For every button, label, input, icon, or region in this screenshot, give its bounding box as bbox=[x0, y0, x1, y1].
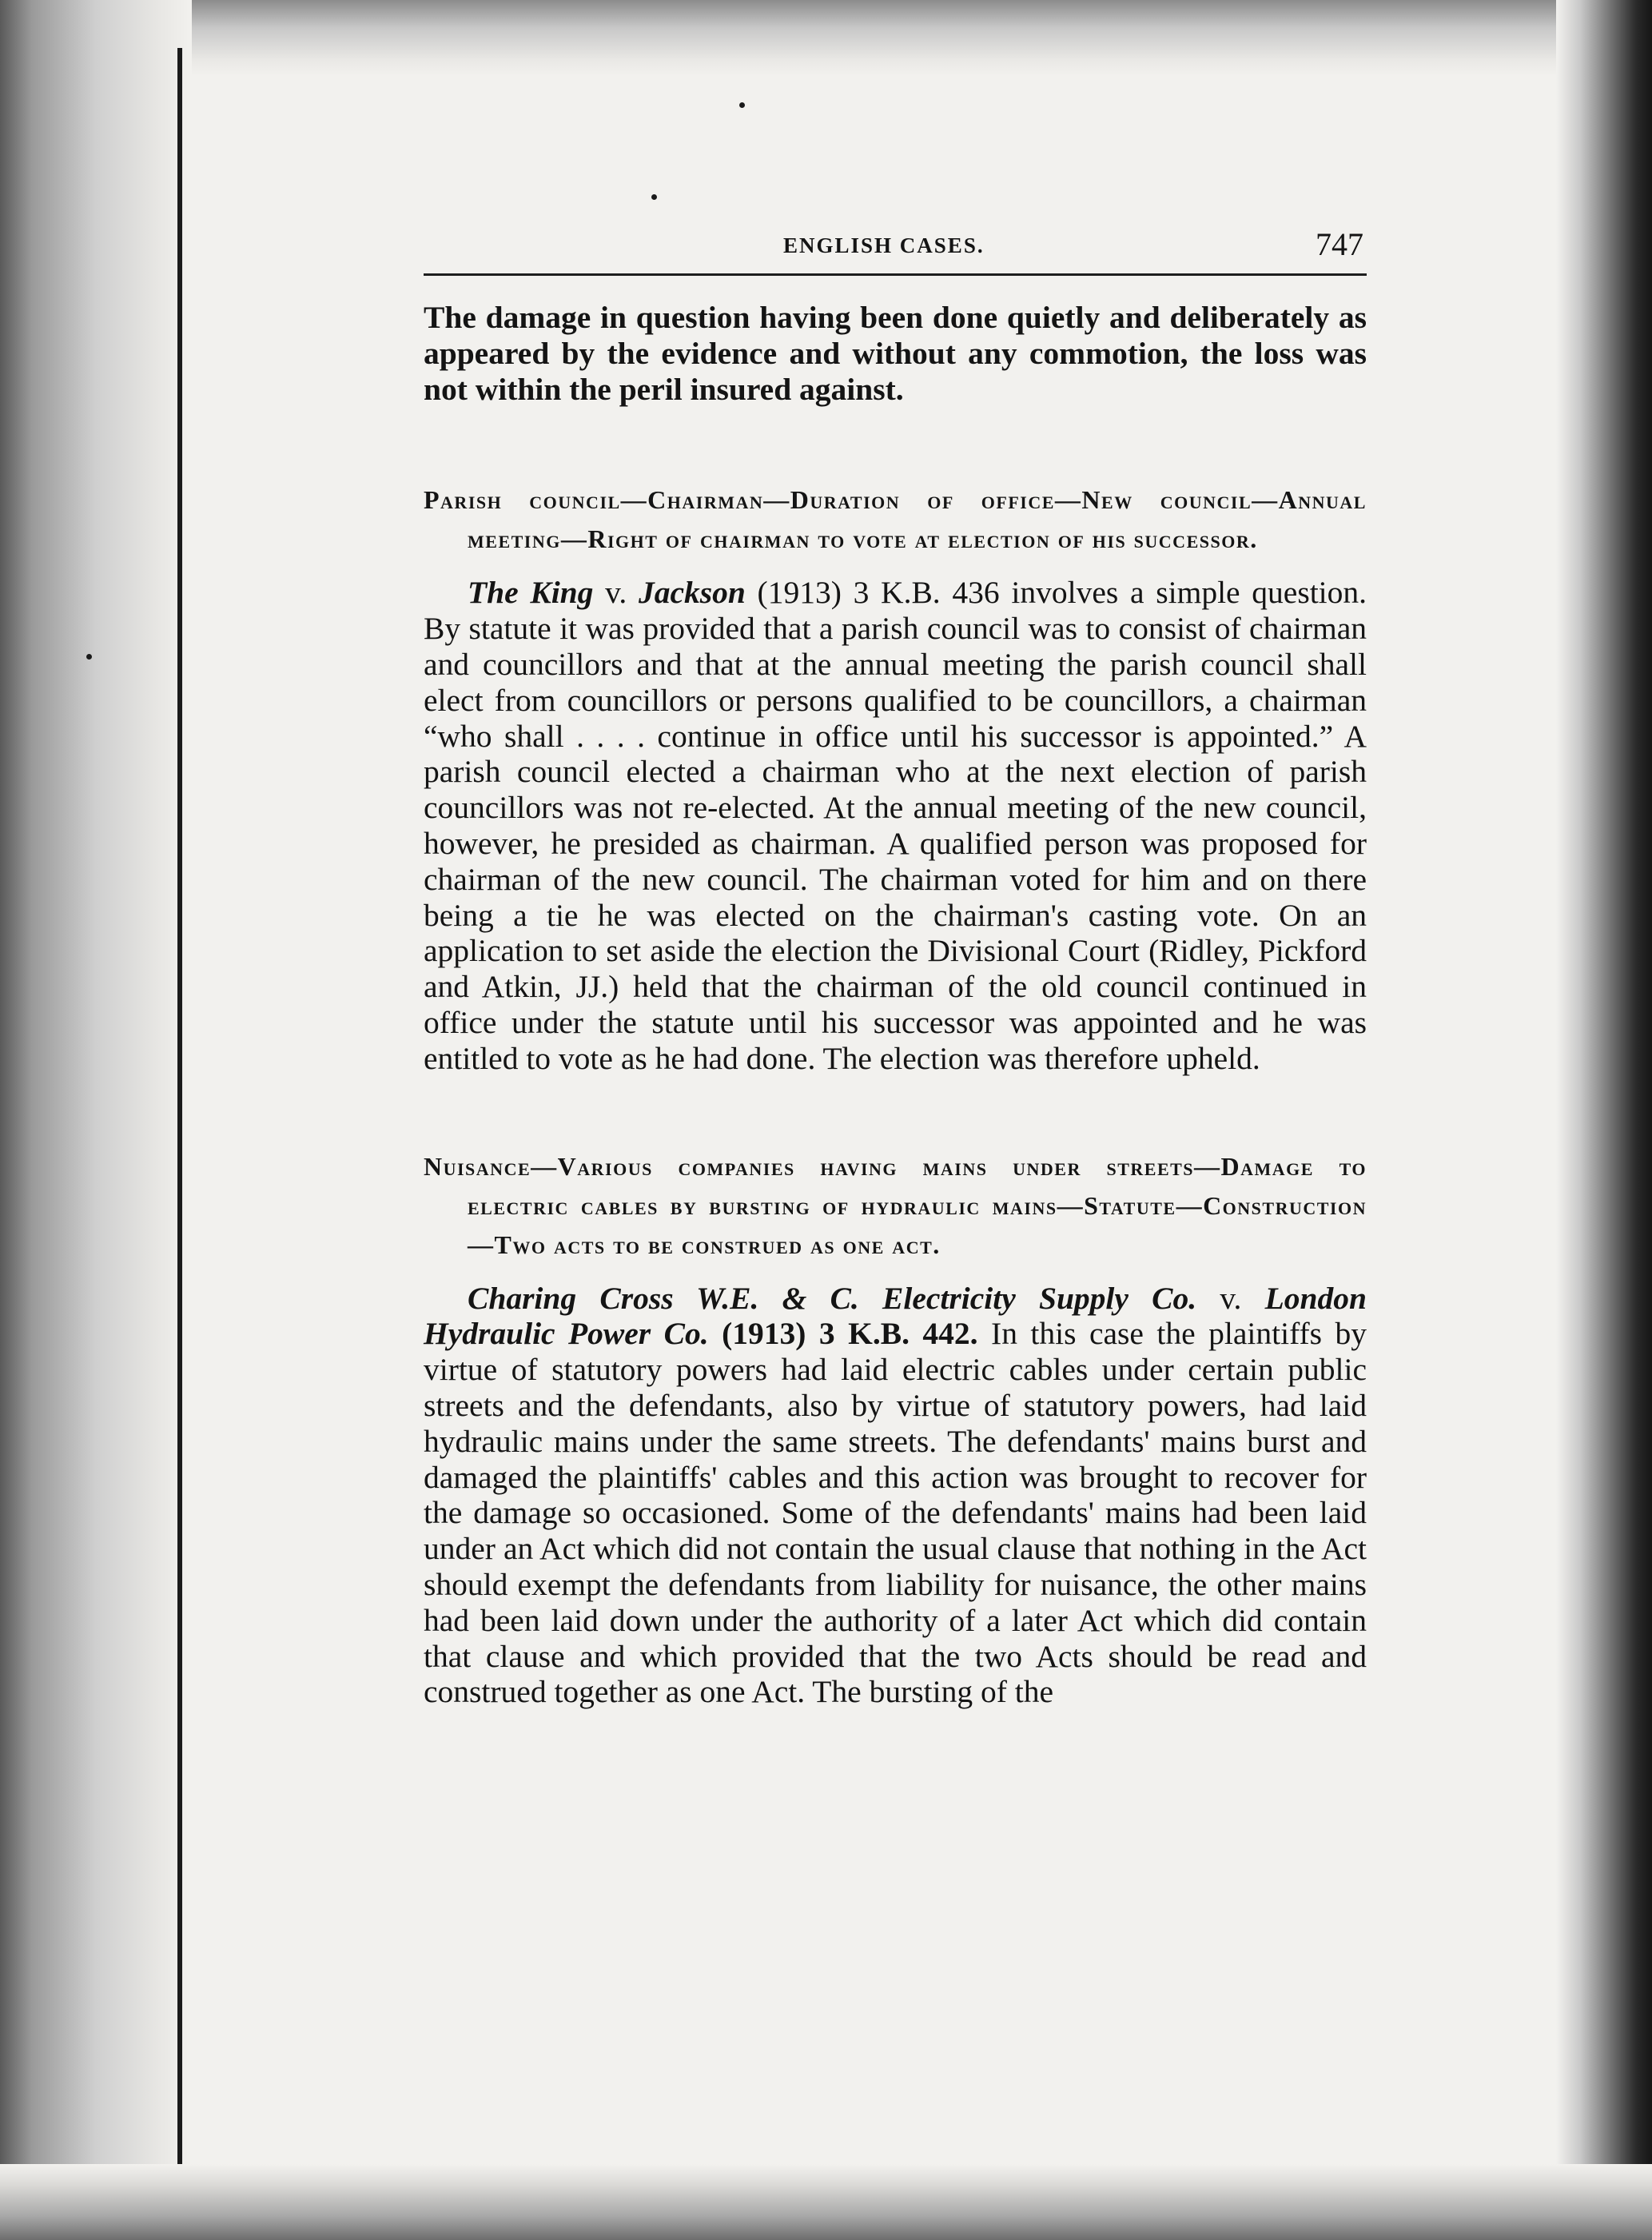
case-name: The King bbox=[468, 575, 594, 611]
scan-bottom-edge bbox=[0, 2164, 1652, 2240]
running-head bbox=[424, 225, 1367, 272]
case-body: involves a simple question. By statute it was provided that a parish council was to consist of chairman and councillors and that at the annual meeting the parish council shall elect from councillors or persons qualified to be councillors, a chairman “who shall . . . . continue in office until his successor is appointed.” A parish council elected a chairman who at the next election of parish councillors was not re-elected. At the annual meeting of the new council, however, he presided as chairman. A qualified person was proposed for chairman of the new council. The chairman voted for him and on there being a tie he was elected on the chairman's casting vote. On an application to set aside the election the Divisional Court (Ridley, Pickford and Atkin, JJ.) held that the chairman of the old council continued in office under the statute until his successor was appointed and he was entitled to vote as he had done. The election was therefore upheld. bbox=[424, 575, 1367, 1076]
case-name: Charing Cross W.E. & C. Electricity Supply Co. bbox=[468, 1280, 1197, 1316]
case-paragraph-charing-cross bbox=[424, 1281, 1367, 1711]
section-heading-parish-council: Parish council—Chairman—Duration of office—New council—Annual meeting—Right of chairman to vote at election of his successor. bbox=[424, 485, 1367, 554]
versus-label: v. bbox=[1220, 1280, 1242, 1316]
case-citation: (1913) 3 K.B. 436 bbox=[757, 575, 1000, 611]
section-heading-nuisance: Nuisance—Various companies having mains under streets—Damage to electric cables by bursting of hydraulic mains—Statute—Construction—Two acts to be construed as one act. bbox=[424, 1151, 1367, 1259]
scan-speck bbox=[651, 194, 657, 200]
respondent-name: Jackson bbox=[638, 575, 746, 611]
header-rule bbox=[424, 273, 1367, 276]
case-paragraph-king-v-jackson bbox=[424, 575, 1367, 1076]
case-citation: (1913) 3 K.B. 442. bbox=[722, 1316, 978, 1352]
scan-binding-edge bbox=[1556, 0, 1652, 2240]
page-number: 747 bbox=[1316, 226, 1363, 262]
versus-label: v. bbox=[605, 575, 627, 611]
intro-paragraph: The damage in question having been done quietly and deliberately as appeared by the evidence and without any commotion, the loss was not within the peril insured against. bbox=[424, 300, 1367, 407]
scan-gutter-line bbox=[177, 48, 182, 2206]
scan-speck bbox=[86, 654, 92, 660]
scan-top-edge bbox=[0, 0, 1652, 76]
case-body: In this case the plaintiffs by virtue of statutory powers had laid electric cables under certain public streets and the defendants, also by virtue of statutory powers, had laid hydraulic mains under the same streets. The defendants' mains burst and damaged the plaintiffs' cables and this action was brought to recover for the damage so occasioned. Some of the defendants' mains had been laid under an Act which did not contain the usual clause that nothing in the Act should exempt the defendants from liability for nuisance, the other mains had been laid down under the authority of a later Act which did contain that clause and which provided that the two Acts should be read and construed together as one Act. The bursting of the bbox=[424, 1316, 1367, 1710]
respondent-name: London Hydraulic Power Co. bbox=[424, 1280, 1367, 1352]
running-head-title: ENGLISH CASES. bbox=[783, 233, 985, 257]
scan-left-gutter bbox=[0, 0, 192, 2240]
scan-speck bbox=[739, 102, 745, 108]
document-page bbox=[424, 225, 1367, 1710]
